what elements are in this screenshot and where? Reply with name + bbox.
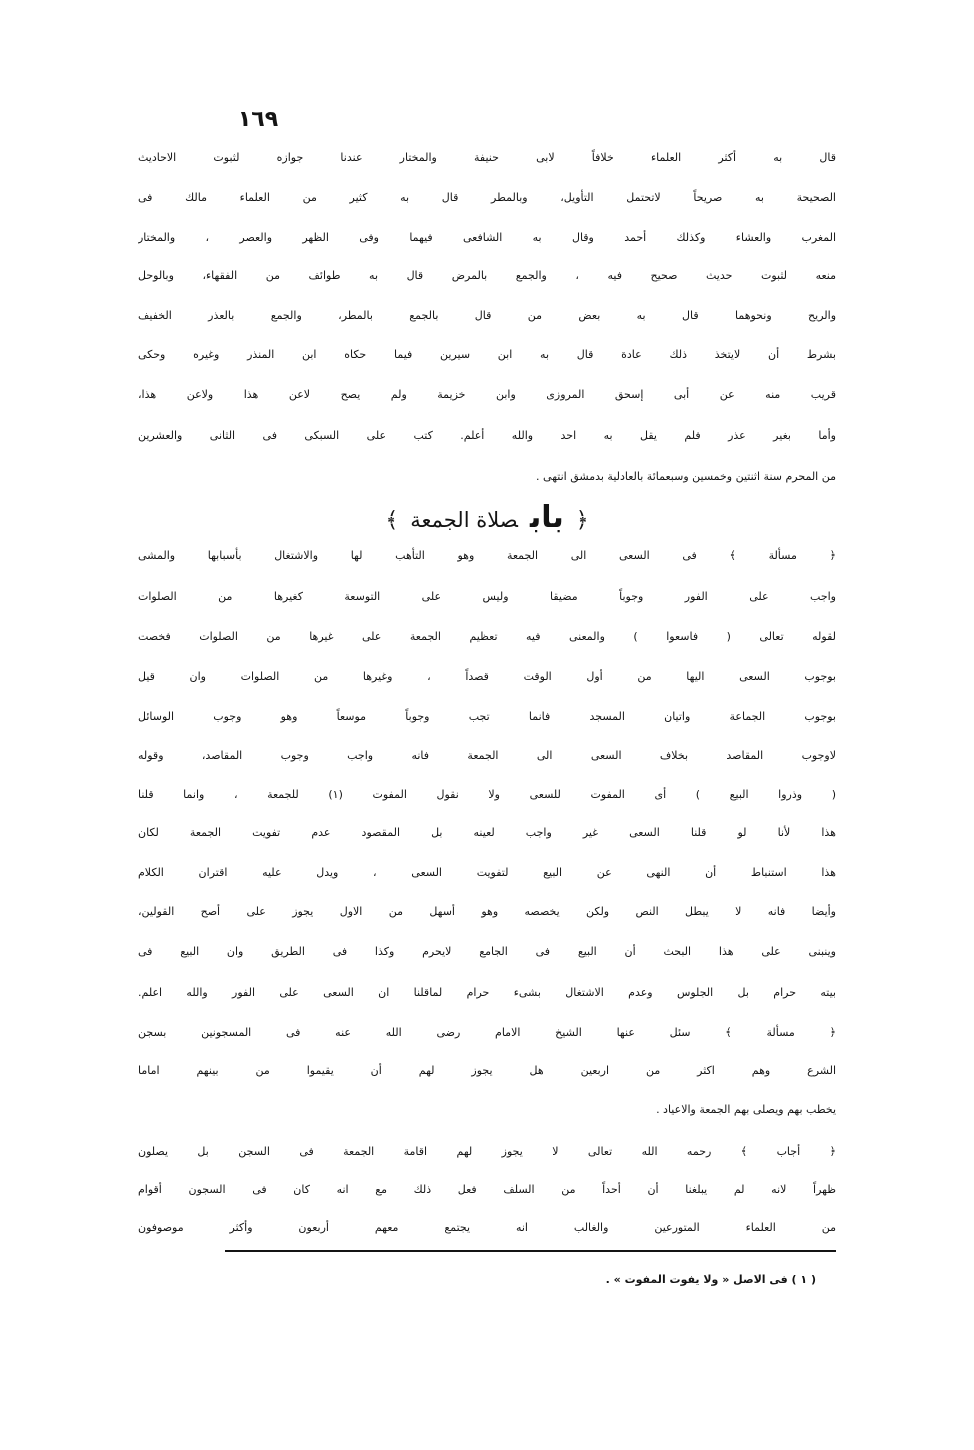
text-line-13: بوجوب السعى اليها من أول الوقت قصداً ، وغيرها من الصلوات وان قيل <box>138 670 836 683</box>
text-line-22: ﴿ مسألة ﴾ سئل عنها الشيخ الامام رضى الله عنه فى المسجونين بسجن <box>138 1026 836 1039</box>
text-line-2: الصحيحة به صريحاً لاتحتمل التأويل، وبالمطر قال به كثير من العلماء مالك فى <box>138 191 836 204</box>
heading-label: باب <box>529 500 564 535</box>
text-line-10: ﴿ مسألة ﴾ فى السعى الى الجمعة وهو التأهب لها والاشتغال بأسبابها والمشى <box>138 549 836 562</box>
text-line-20: وينبنى على هذا البحث أن البيع فى الجامع لايحرم وكذا فى الطريق وان البيع فى <box>138 945 836 958</box>
text-line-27: من العلماء المتورعين والغالب انه يجتمع معهم أربعون وأكثر موصوفون <box>138 1221 836 1234</box>
text-line-18: هذا استنباط أن النهى عن البيع لتفويت السعى ، ويدل عليه اقتران الكلام <box>138 866 836 879</box>
text-line-11: واجب على الفور وجوباً مضيقا وليس على التوسعة كغيرها من الصلوات <box>138 590 836 603</box>
footnote: ( ١ ) فى الاصل « ولا يفوت المفوت » . <box>605 1273 816 1286</box>
text-line-9: من المحرم سنة اثنتين وخمسين وسبعمائة بالعادلية بدمشق انتهى . <box>536 470 836 483</box>
text-line-7: قريب منه عن أبى إسحق المروزى وابن خزيمة ولم يصح لاعن هذا ولاعن هذا، <box>138 388 836 401</box>
text-line-23: الشرع وهم اكثر من اربعين هل يجوز لهم أن يقيموا من بينهم اماما <box>138 1064 836 1077</box>
text-line-21: بيته حرام بل الجلوس وعدم الاشتغال بشىء حرام لماقلنا ان السعى على الفور والله اعلم. <box>138 986 836 999</box>
text-line-5: والريح ونحوهما قال به بعض من قال بالجمع بالمطر، والجمع بالعذر الخفيف <box>138 309 836 322</box>
text-line-3: المغرب والعشاء وكذلك أحمد وقال به الشافعى فيهما وفى الظهر والعصر ، والمختار <box>138 231 836 244</box>
text-line-12: لقوله تعالى ( فاسعوا ) والمعنى فيه تعظيم الجمعة على غيرها من الصلوات فخصت <box>138 630 836 643</box>
text-line-6: بشرط أن لايتخذ ذلك عادة قال به ابن سيرين فيما حكاه ابن المنذر وغيره وحكى <box>138 348 836 361</box>
text-line-26: ظهراً لانه لم يبلغنا أن أحداً من السلف فعل ذلك مع انه كان فى السجون أقوام <box>138 1183 836 1196</box>
text-line-1: قال به أكثر العلماء خلافاً لابى حنيفة والمختار عندنا جوازه لثبوت الاحاديث <box>138 151 836 164</box>
text-line-16: ( وذروا البيع ) أى المفوت للسعى ولا نقول المفوت (١) للجمعة ، وانما قلنا <box>138 788 836 801</box>
text-line-19: وأيضا فانه لا يبطل النص ولكن يخصصه وهو أسهل من الاول يجوز على أصح القولين، <box>138 905 836 918</box>
heading-ornament-open: ﴿ <box>575 508 589 533</box>
page-number: ١٦٩ <box>237 107 279 132</box>
footnote-divider <box>225 1250 836 1252</box>
text-line-15: لاوجوب المقاصد بخلاف السعى الى الجمعة فانه واجب وجوب المقاصد، وقوله <box>138 749 836 762</box>
text-line-25: ﴿ أجاب ﴾ رحمه الله تعالى لا يجوز لهم اقامة الجمعة فى السجن بل يصلون <box>138 1145 836 1158</box>
text-line-14: بوجوب الجماعة واتيان المسجد فانما تجب وجوباً موسعاً وهو وجوب الوسائل <box>138 710 836 723</box>
text-line-24: يخطب بهم ويصلى بهم الجمعة والاعياد . <box>656 1103 836 1116</box>
text-line-4: منعه لثبوت حديث صحيح فيه ، والجمع بالمرض قال به طوائف من الفقهاء، وبالوحل <box>138 269 836 282</box>
heading-ornament-close: ﴾ <box>385 508 399 533</box>
heading-title: صلاة الجمعة <box>410 508 518 532</box>
text-line-8: وأما بغير عذر فلم يقل به احد والله أعلم. كتب على السبكى فى الثانى والعشرين <box>138 429 836 442</box>
chapter-heading <box>138 496 836 540</box>
text-line-17: هذا لأنا لو قلنا السعى غير واجب لعينه بل المقصود عدم تفويت الجمعة لكان <box>138 826 836 839</box>
